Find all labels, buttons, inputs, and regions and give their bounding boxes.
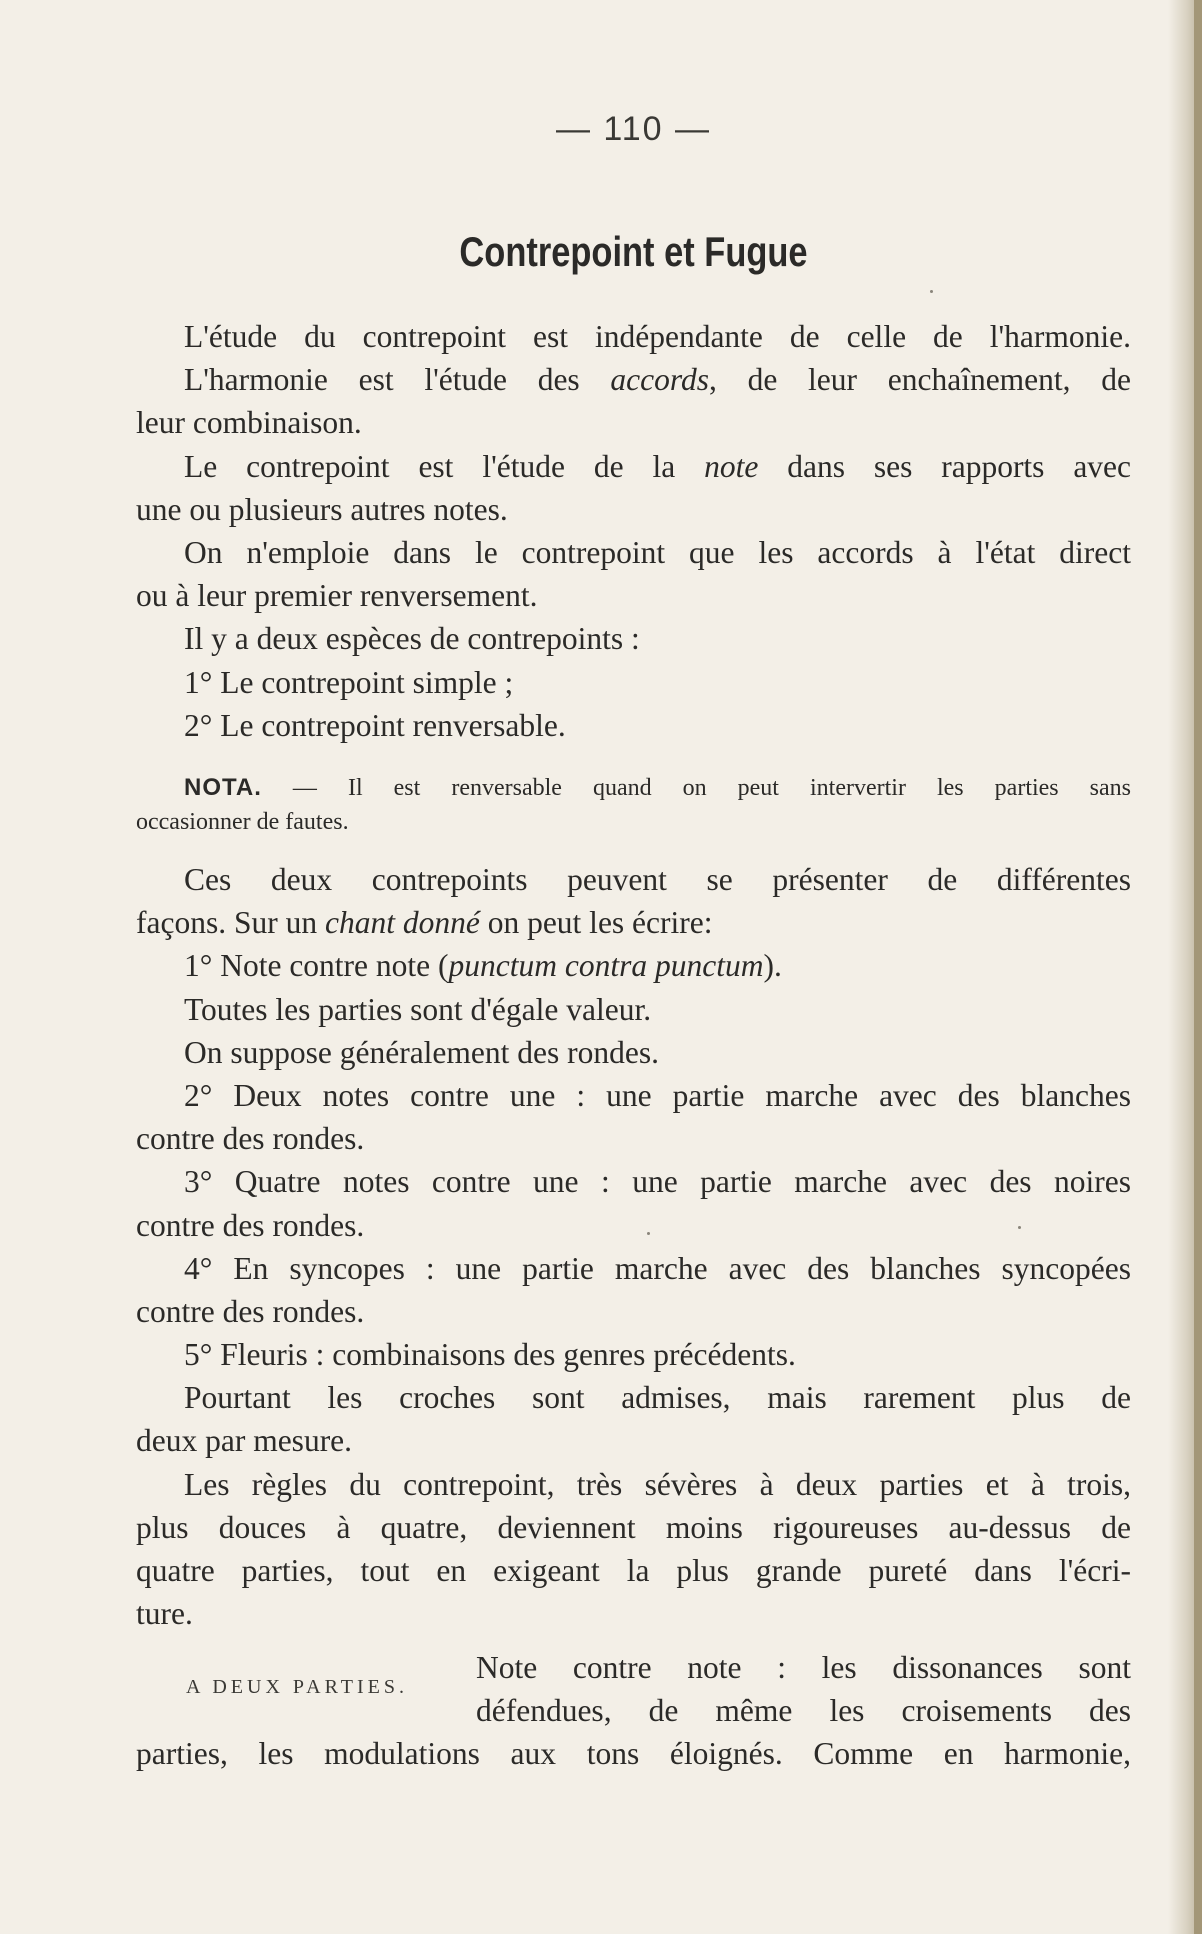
nota-text: — Il est renversable quand on peut intervertir les parties sans	[292, 775, 1132, 801]
text-line: défendues, de même les croisements des	[476, 1693, 1131, 1729]
text-line: ou à leur premier renversement.	[136, 578, 538, 614]
text-span: L'harmonie est l'étude des	[184, 362, 580, 398]
text-line: deux par mesure.	[136, 1423, 353, 1459]
page-edge	[1194, 0, 1202, 1934]
text-span: on peut les écrire:	[487, 905, 713, 941]
text-line: contre des rondes.	[136, 1293, 365, 1329]
list-item: 4° En syncopes : une partie marche avec des blanches syncopées	[184, 1250, 1131, 1286]
paper-speck	[1018, 1226, 1021, 1229]
section-side-heading: A DEUX PARTIES.	[186, 1676, 408, 1698]
text-line: contre des rondes.	[136, 1207, 365, 1243]
nota-line	[136, 770, 1131, 805]
body-text-block-2	[136, 858, 1131, 1635]
nota-label: NOTA.	[184, 774, 262, 801]
list-item: 3° Quatre notes contre une : une partie marche avec des noires	[184, 1164, 1131, 1200]
text-line: une ou plusieurs autres notes.	[136, 491, 508, 527]
text-line	[136, 358, 1131, 401]
text-line: Les règles du contrepoint, très sévères à deux parties et à trois,	[184, 1466, 1131, 1502]
nota-line: occasionner de fautes.	[136, 809, 349, 835]
section-side-column	[476, 1646, 1131, 1732]
text-span: ).	[763, 948, 782, 984]
list-item: 2° Deux notes contre une : une partie marche avec des blanches	[184, 1077, 1131, 1113]
list-item	[136, 944, 1131, 987]
list-item: 1° Le contrepoint simple ;	[184, 664, 514, 700]
text-line: leur combinaison.	[136, 405, 362, 441]
page-title: Contrepoint et Fugue	[459, 228, 808, 275]
text-line: quatre parties, tout en exigeant la plus grande pureté dans l'écri-	[136, 1553, 1131, 1588]
page-number: — 110 —	[555, 110, 712, 148]
text-line	[136, 445, 1131, 488]
italic-term: note	[704, 448, 759, 484]
text-line: Ces deux contrepoints peuvent se présenter de différentes	[184, 862, 1131, 897]
text-span: Le contrepoint est l'étude de la	[184, 448, 676, 484]
paper-speck	[647, 1232, 650, 1235]
nota-block	[136, 770, 1131, 840]
italic-term: punctum contra punctum	[448, 948, 764, 984]
text-line: plus douces à quatre, deviennent moins rigoureuses au-dessus de	[136, 1509, 1131, 1545]
text-line: parties, les modulations aux tons éloignés. Comme en harmonie,	[136, 1736, 1131, 1772]
italic-term: chant donné	[324, 905, 480, 941]
text-line: L'étude du contrepoint est indépendante de celle de l'harmonie.	[184, 319, 1131, 354]
paper-speck	[930, 290, 933, 293]
section-continuation	[136, 1732, 1131, 1775]
text-line: Il y a deux espèces de contrepoints :	[184, 621, 640, 657]
italic-term: accords	[610, 362, 709, 398]
text-line	[136, 901, 1131, 944]
text-span: dans ses rapports avec	[787, 448, 1132, 484]
text-span: 1° Note contre note (	[184, 948, 449, 984]
text-span: façons. Sur un	[136, 905, 318, 941]
text-line: Pourtant les croches sont admises, mais rarement plus de	[184, 1380, 1131, 1416]
text-line: contre des rondes.	[136, 1121, 365, 1157]
text-line: Note contre note : les dissonances sont	[476, 1650, 1131, 1685]
text-line: On suppose généralement des rondes.	[184, 1034, 659, 1070]
list-item: 5° Fleuris : combinaisons des genres précédents.	[184, 1337, 796, 1373]
text-line: Toutes les parties sont d'égale valeur.	[184, 991, 652, 1027]
list-item: 2° Le contrepoint renversable.	[184, 707, 566, 743]
text-line: On n'emploie dans le contrepoint que les accords à l'état direct	[184, 534, 1131, 570]
text-span: , de leur enchaînement, de	[708, 362, 1131, 398]
body-text-block-1	[136, 315, 1131, 747]
text-line: ture.	[136, 1596, 193, 1632]
